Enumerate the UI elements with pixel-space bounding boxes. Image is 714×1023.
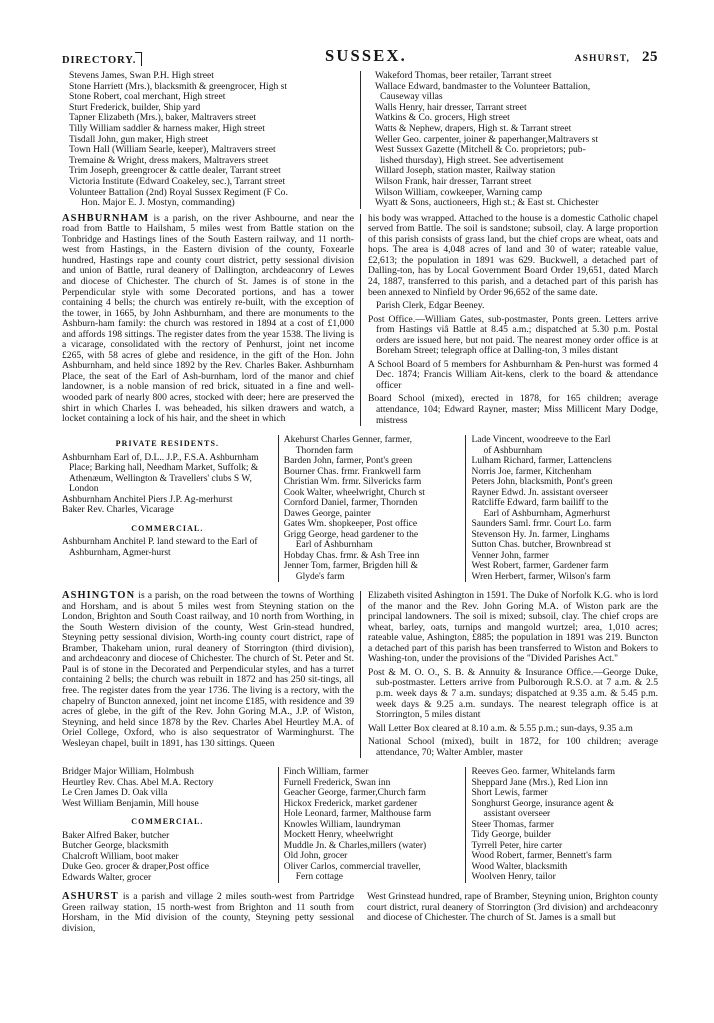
ashington-post-office: Post & M. O. O., S. B. & Annuity & Insurance Office.—George Duke, sub-postmaster. Letters arrive from Pulborough R.S.O. at 7 a.m. & 2.5 p.m. week days & 7 a.m. sundays; dispatched at 9.35 a.m. & 5.45 p.m. week days & 9.25 a.m. sundays. The nearest telegraph office is at Storrington, 5 miles distant [368,666,658,721]
list-item: Wakeford Thomas, beer retailer, Tarrant street [375,70,552,81]
list-item: Victoria Institute (Edward Coakeley, sec.), Tarrant street [69,175,286,187]
list-item: Le Cren James D. Oak villa [62,788,168,799]
ashburnham-article-left [62,214,360,426]
running-head-right [575,49,658,66]
ashington-article-text [62,591,354,749]
ashburnham-article-band [62,214,658,426]
list-item: Heurtley Rev. Chas. Abel M.A. Rectory [62,777,214,788]
ashburnham-heading: ASHBURNHAM [62,212,150,224]
spacer [62,426,658,435]
ashburnham-commercial-column-2 [278,435,466,582]
ashburnham-parish-clerk: Parish Clerk, Edgar Beeney. [376,300,485,312]
list-item: Wilson Frank, hair dresser, Tarrant street [375,175,532,187]
list-item: Baker Rev. Charles, Vicarage [62,505,174,516]
ashington-commercial-column-2 [278,767,466,883]
list-item: Watkins & Co. grocers, High street [375,112,510,124]
list-item: Sheppard Jane (Mrs.), Red Lion inn [471,777,608,788]
list-item-continuation: Earl of Ashburnham [295,540,373,551]
running-head-left-label: DIRECTORY. [62,55,137,66]
list-item: Edwards Walter, grocer [62,872,152,883]
ashburnham-article-right [360,214,658,426]
list-item: Tapner Elizabeth (Mrs.), baker, Maltravers street [69,112,257,124]
list-item: Chalcroft William, boot maker [62,851,179,862]
list-item: Cook Walter, wheelwright, Church st [283,487,425,498]
directory-page [62,40,658,935]
list-item: Akehurst Charles Genner, farmer, [283,435,412,446]
list-item: Tisdall John, gun maker, High street [69,133,209,145]
list-item: Tyrrell Peter, hire carter [471,840,563,851]
ashurst-article-left [62,892,360,934]
list-item: Stevens James, Swan P.H. High street [69,70,214,81]
arundel-entries-left [62,71,360,209]
ashington-lists-band [62,767,658,883]
list-item: Wood Walter, blacksmith [471,861,568,872]
list-item: Wood Robert, farmer, Bennett's farm [471,851,612,862]
ashburnham-school-board: A School Board of 5 members for Ashburnham & Pen-hurst was formed 4 Dec. 1874; Francis William Ait-kens, clerk to the board & attendance officer [368,358,658,391]
list-item: Muddle Jn. & Charles,millers (water) [283,840,427,851]
list-item: Ashburnham Earl of, D.L.. J.P., F.S.A. Ashburnham Place; Barking hall, Needham Market, Suffolk; & Athenæum, Wellington & Travellers' clubs S W, London [62,452,259,495]
list-item: Venner John, farmer [471,550,549,561]
list-item: Saunders Saml. frmr. Court Lo. farm [471,519,612,530]
list-item: Trim Joseph, greengrocer & cattle dealer, Tarrant street [69,165,281,177]
running-head [62,40,658,66]
list-item: Wren Herbert, farmer, Wilson's farm [471,571,611,582]
running-head-parish: ASHURST, [574,54,630,64]
list-item: Wyatt & Sons, auctioneers, High st.; & East st. Chichester [375,197,599,209]
list-item: Tidy George, builder [471,830,551,841]
list-item: Jenner Tom, farmer, Brigden hill & [283,561,418,572]
list-item-continuation: of Ashburnham [483,445,543,456]
list-item: Watts & Nephew, drapers, High st. & Tarrant street [375,122,572,134]
list-item: Stone Robert, coal merchant, High street [69,91,226,103]
list-item: Ashburnham Anchitel P. land steward to the Earl of Ashburnham, Agmer-hurst [62,537,258,558]
ashurst-article-right [360,892,658,934]
running-head-county: SUSSEX. [325,46,407,65]
ashburnham-body-right: his body was wrapped. Attached to the house is a domestic Catholic chapel served from Battle. The soil is sandstone; subsoil, clay. A large proportion of this parish consists of grass land, but the chief crops are wheat, oats and hops. The area is 4,048 acres of land and 30 of water; rateable value, £2,613; the population in 1891 was 629. Buckwell, a detached part of Dalling-ton, has by Local Government Board Order 19,651, dated March 24, 1887, transferred to this parish, and a detached part of this parish has been annexed to Ninfield by Order 96,652 of the same date. [368,212,658,298]
ashburnham-commercial-column-3 [465,435,658,582]
list-item: Willard Joseph, station master, Railway station [375,165,556,177]
list-item: Bridger Major William, Holmbush [62,767,194,778]
list-item: Lulham Richard, farmer, Lattenclens [471,456,612,467]
list-item: Songhurst George, insurance agent & [471,798,615,809]
list-item: Grigg George, head gardener to the [283,529,419,540]
list-item: Barden John, farmer, Pont's green [283,456,413,467]
list-item: Ashburnham Anchitel Piers J.P. Ag-merhurst [62,494,233,505]
list-item: Short Lewis, farmer [471,788,548,799]
list-item: Town Hall (William Searle, keeper), Maltravers street [69,144,276,156]
list-item-continuation: Causeway villas [380,91,443,103]
running-head-left [62,55,141,66]
list-item-continuation: assistant overseer [483,809,551,820]
ashurst-heading: ASHURST [62,891,119,903]
list-item: Weller Geo. carpenter, joiner & paperhanger,Maltravers st [375,133,599,145]
list-item: Hickox Frederick, market gardener [283,798,418,809]
commercial-heading: COMMERCIAL. [131,523,204,533]
list-item: Norris Joe, farmer, Kitchenham [471,466,592,477]
list-item: Peters John, blacksmith, Pont's green [471,477,613,488]
list-item: Stevenson Hy. Jn. farmer, Linghams [471,529,610,540]
list-item: Finch William, farmer [283,767,369,778]
list-item: Ratcliffe Edward, farm bailiff to the [471,498,609,509]
ashurst-body-right: West Grinstead hundred, rape of Bramber, Steyning union, Brighton county court district, rural deanery of Storrington (3rd division) and archdeaconry and diocese of Chichester. The church of St. James is a small but [367,891,658,924]
ashburnham-article-text [62,214,354,425]
list-item: Volunteer Battalion (2nd) Royal Sussex Regiment (F Co. [69,186,288,198]
ashburnham-post-office: Post Office.—William Gates, sub-postmaster, Ponts green. Letters arrive from Hastings viâ Battle at 8.45 a.m.; dispatched at 5.30 p.m. Postal orders are issued here, but not paid. The nearest money order office is at Boreham Street; telegraph office at Dalling-ton, 3 miles distant [368,313,658,357]
list-item: Tremaine & Wright, dress makers, Maltravers street [69,154,269,166]
ashington-national-school: National School (mixed), built in 1872, for 100 children; average attendance, 70; Walter Ambler, master [368,736,658,758]
list-item: West William Benjamin, Mill house [62,798,199,809]
ashington-commercial-column-3 [465,767,658,883]
list-item: Tilly William saddler & harness maker, High street [69,122,265,134]
ashburnham-lists-band [62,435,658,582]
list-item-continuation: Earl of Ashburnham, Agmerhurst [483,508,611,519]
list-item-continuation: Glyde's farm [295,571,345,582]
ashington-article-band [62,591,658,758]
private-residents-heading: PRIVATE RESIDENTS. [115,439,220,449]
ashington-article-left [62,591,360,758]
list-item: Oliver Carlos, commercial traveller, [283,861,421,872]
list-item-continuation: lished thursday), High street. See advertisement [380,154,564,166]
list-item: Wilson William, cowkeeper, Warning camp [375,186,543,198]
list-item: Old John, grocer [283,851,348,862]
list-item: Hobday Chas. frmr. & Ash Tree inn [283,550,420,561]
ashington-residents-column [62,767,278,883]
list-item: Baker Alfred Baker, butcher [62,830,170,841]
list-item: Butcher George, blacksmith [62,841,169,852]
list-item: Furnell Frederick, Swan inn [283,777,391,788]
list-item: Knowles William, laundryman [283,819,401,830]
ashington-body-right: Elizabeth visited Ashington in 1591. The Duke of Norfolk K.G. who is lord of the manor and the Rev. John Goring M.A. of Wiston park are the principal landowners. The soil is mixed; subsoil, clay. The chief crops are wheat, barley, oats, turnips and mangold wurtzel; area, 1,010 acres; rateable value, Ashington, £885; the population in 1891 was 219. Buncton a detached part of this parish has been transferred to Wiston and Bokers to Washing-ton, under the provisions of the "Divided Parishes Act." [368,590,658,665]
list-item: Gates Wm. shopkeeper, Post office [283,519,418,530]
list-item: Woolven Henry, tailor [471,872,556,883]
ashington-article-right [360,591,658,758]
list-item: West Robert, farmer, Gardener farm [471,561,609,572]
arundel-entries-right [360,71,658,209]
list-item: Geacher George, farmer,Church farm [283,788,426,799]
list-item: Walls Henry, hair dresser, Tarrant street [375,101,527,113]
list-item: Mockett Henry, wheelwright [283,830,394,841]
list-item: Dawes George, painter [283,508,371,519]
bracket-rule [135,52,142,66]
list-item: West Sussex Gazette (Mitchell & Co. proprietors; pub- [375,144,586,156]
list-item: Stone Harriett (Mrs.), blacksmith & greengrocer, High st [69,80,288,92]
ashington-body-left: is a parish, on the road between the towns of Worthing and Horsham, and is about 5 miles west from Steyning station on the London, Brighton and South Coast railway, and 10 north from Worthing, in the South Western division of the county, West Grin-stead hundred, Steyning petty sessional division, Worth-ing county court district, rape of Bramber, Thakeham union, rural deanery of Storrington (third division), and archdeaconry and diocese of Chichester. The church of St. Peter and St. Paul is of stone in the Decorated and Perpendicular styles, and has a turret containing 2 bells; the church was rebuilt in 1872 and has 250 sit-tings, all free. The register dates from the year 1736. The living is a rectory, with the chapelry of Buncton annexed, joint net income £185, with residence and 39 acres of glebe, in the gift of the Rev. John Goring M.A., J.P. of Wiston, Steyning, and held since 1878 by the Rev. Charles Abel Heurtley M.A. of Oriel College, Oxford, who is also sequestrator of Warminghurst. The Wesleyan chapel, built in 1891, has 130 sittings. Queen [62,590,354,749]
ashurst-body-left: is a parish and village 2 miles south-west from Partridge Green railway station, 15 north-west from Brighton and 11 south from Horsham, in the Mid division of the county, Steyning petty sessional division, [62,891,354,934]
list-item-continuation: Thornden farm [295,445,353,456]
list-item: Wallace Edward, bandmaster to the Volunteer Battalion, [375,80,591,92]
list-item: Reeves Geo. farmer, Whitelands farm [471,767,615,778]
list-item-continuation: Hon. Major E. J. Mostyn, commanding) [81,197,235,209]
ashburnham-body-left: is a parish, on the river Ashbourne, and near the road from Battle to Hailsham, 5 miles west from Battle station on the Tonbridge and Hastings lines of the South Eastern railway, and 11 north-west from Hastings, in the Eastern division of the county, Foxearle hundred, Hastings rape and county court district, petty sessional division and union of Battle, rural deanery of Dallington, archdeaconry of Lewes and diocese of Chichester. The church of St. James is of stone in the Perpendicular style with some Decorated portions, and has a tower containing 4 bells; the church was entirely re-built, with the exception of the tower, in 1665, by John Ashburnham, and there are monuments to the Ashburn-ham family: the church was restored in 1894 at a cost of £1,000 and affords 198 sittings. The register dates from the year 1538. The living is a vicarage, consolidated with the rectory of Penhurst, joint net income £265, with 58 acres of glebe and residence, in the gift of the Hon. John Ashburnham, and held since 1892 by the Rev. Charles Baker. Ashburnham Place, the seat of the Earl of Ash-burnham, lord of the manor and chief landowner, is a noble mansion of red brick, situated in a fine and well-wooded park of nearly 800 acres, stocked with deer; here are preserved the shirt in which Charles I. was beheaded, his silken drawers and watch, a locket containing a lock of his hair, and the sheet in which [62,212,354,425]
ashurst-article-text [62,892,354,934]
ashington-heading: ASHINGTON [62,590,136,602]
list-item: Hole Leonard, farmer, Malthouse farm [283,809,432,820]
list-item: Christian Wm. frmr. Silvericks farm [283,477,422,488]
ashburnham-residents-column [62,435,278,582]
commercial-heading: COMMERCIAL. [131,817,204,827]
list-item: Lade Vincent, woodreeve to the Earl [471,435,611,446]
list-item: Sutton Chas. butcher, Brownbread st [471,540,611,551]
page-number: 25 [642,49,658,65]
list-item: Bourner Chas. frmr. Frankwell farm [283,466,421,477]
list-item: Steer Thomas, farmer [471,819,554,830]
arundel-directory-band [62,71,658,209]
spacer [62,758,658,767]
list-item: Sturt Frederick, builder, Ship yard [69,101,201,113]
list-item: Duke Geo. grocer & draper,Post office [62,862,209,873]
list-item: Cornford Daniel, farmer, Thornden [283,498,418,509]
ashurst-article-band [62,892,658,934]
list-item: Rayner Edwd. Jn. assistant overseer [471,487,609,498]
ashington-wall-letter-box: Wall Letter Box cleared at 8.10 a.m. & 5.55 p.m.; sun-days, 9.35 a.m [368,722,633,734]
ashburnham-board-school: Board School (mixed), erected in 1878, for 165 children; average attendance, 104; Edward Rayner, master; Miss Millicent Mary Dodge, mistress [368,393,658,426]
list-item-continuation: Fern cottage [295,872,343,883]
